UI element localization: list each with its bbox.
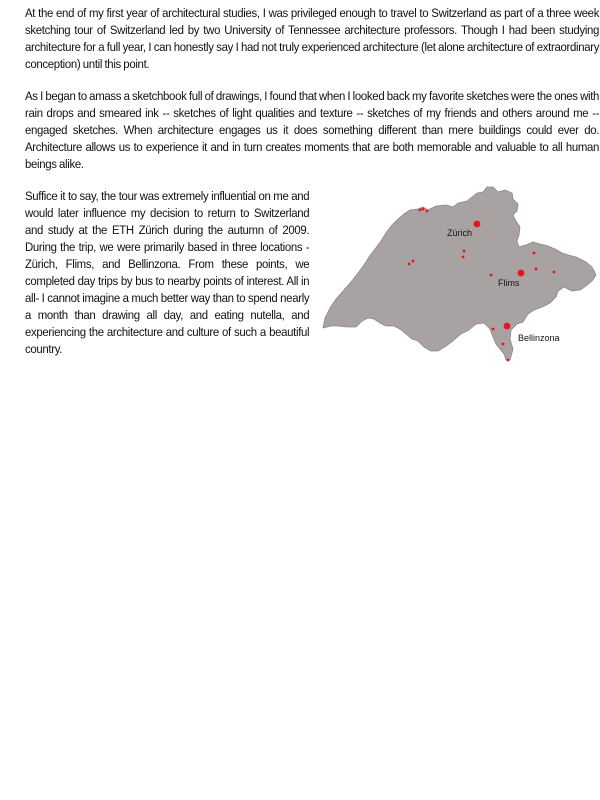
map-label-bellinzona: Bellinzona: [518, 333, 560, 343]
map-marker-flims: [518, 270, 525, 277]
map-marker-small: [492, 328, 495, 331]
map-marker-small: [553, 271, 556, 274]
paragraph-tour-influence: Suffice it to say, the tour was extremely influential on me and would later influence my decision to return to Switzerland and study at the ETH Zürich during the autumn of 2009. During the trip, we were primarily based in three locations - Zürich, Flims, and Bellinzona. From these points, we completed day trips by bus to nearby points of interest. All in all- I cannot imagine a much better way than to spend nearly a month than drawing all day, and eating nutella, and experiencing the architecture and culture of such a beautiful country.: [25, 189, 310, 356]
switzerland-map: [320, 183, 600, 365]
map-label-zurich: Zürich: [447, 228, 473, 238]
map-marker-small: [412, 260, 415, 263]
paragraph-intro: At the end of my first year of architectural studies, I was privileged enough to travel to Switzerland as part of a three week sketching tour of Switzerland led by two University of Tennessee architecture professors. Though I had been studying architecture for a full year, I can honestly say I had not truly experienced architecture (let alone architecture of extraordinary conception) until this point.: [25, 6, 600, 71]
map-marker-bellinzona: [504, 323, 511, 330]
map-marker-small: [419, 209, 422, 212]
switzerland-map-graphic: [320, 183, 600, 365]
map-marker-small: [533, 252, 536, 255]
map-marker-small: [462, 256, 465, 259]
map-marker-zurich: [474, 221, 481, 228]
map-marker-small: [408, 263, 411, 266]
map-marker-small: [502, 343, 505, 346]
map-marker-small: [463, 250, 466, 253]
map-marker-small: [490, 274, 493, 277]
map-marker-small: [422, 208, 425, 211]
map-label-flims: Flims: [498, 278, 520, 288]
paragraph-sketchbook: As I began to amass a sketchbook full of drawings, I found that when I looked back my favorite sketches were the ones with rain drops and smeared ink -- sketches of light qualities and texture -- sketches of my friends and others around me -- engaged sketches. When architecture engages us it does something different than mere buildings could ever do. Architecture allows us to experience it and in turn creates moments that are both memorable and valuable to all human beings alike.: [25, 89, 600, 171]
map-marker-small: [535, 268, 538, 271]
map-marker-small: [507, 359, 510, 362]
map-marker-small: [426, 210, 429, 213]
